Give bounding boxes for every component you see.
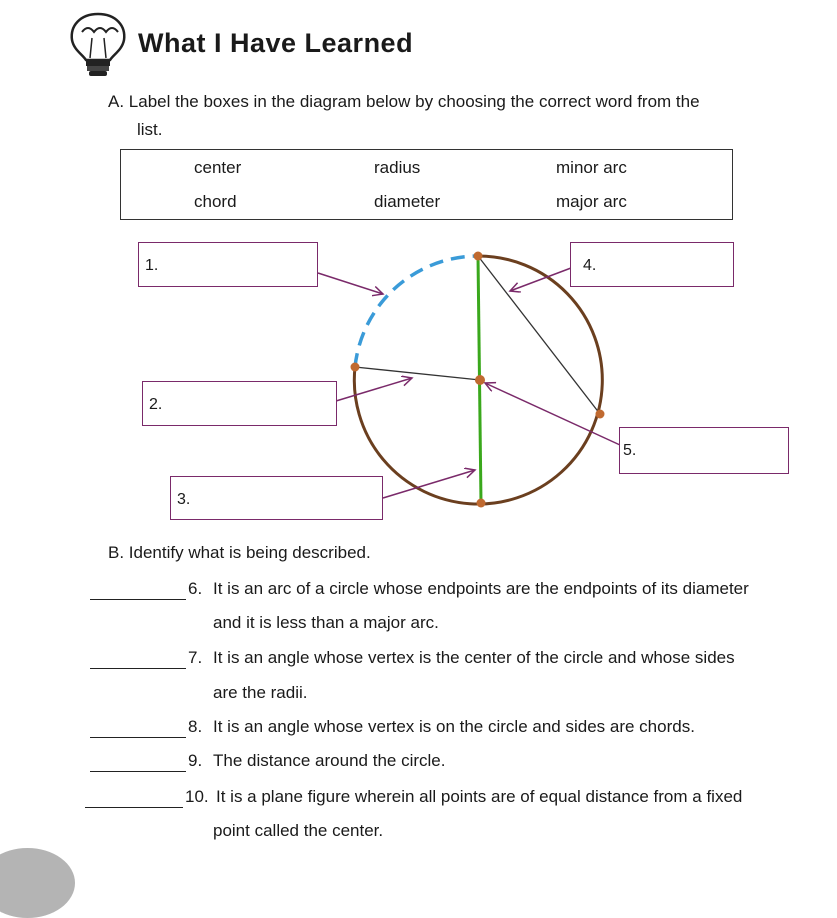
answer-blank-10[interactable] [85, 807, 183, 808]
item-6-text: It is an arc of a circle whose endpoints are the endpoints of its diameter [213, 579, 749, 598]
decorative-blob [0, 848, 75, 918]
page-title: What I Have Learned [138, 28, 414, 58]
item-10-text-cont: point called the center. [213, 821, 384, 840]
item-8-text: It is an angle whose vertex is on the circle and sides are chords. [213, 717, 695, 736]
answer-blank-9[interactable] [90, 771, 186, 772]
label-box-2[interactable] [142, 381, 337, 426]
item-7-number: 7. [188, 648, 203, 667]
item-9-text: The distance around the circle. [213, 751, 446, 770]
radius-line [355, 367, 480, 380]
label-box-3[interactable] [170, 476, 383, 520]
word-chord: chord [194, 192, 237, 211]
word-diameter: diameter [374, 192, 441, 211]
item-10-text: It is a plane figure wherein all points are of equal distance from a fixed [216, 787, 743, 806]
endpoint-left [351, 363, 360, 372]
item-7-text: It is an angle whose vertex is the center of the circle and whose sides [213, 648, 735, 667]
label-box-5[interactable] [619, 427, 789, 474]
label-box-4-number: 4. [583, 257, 597, 274]
label-box-1[interactable] [138, 242, 318, 287]
item-8-number: 8. [188, 717, 203, 736]
item-7-text-cont: are the radii. [213, 683, 308, 702]
center-point [475, 375, 485, 385]
endpoint-bottom [477, 499, 486, 508]
label-box-4[interactable] [570, 242, 734, 287]
answer-blank-6[interactable] [90, 599, 186, 600]
item-6-text-cont: and it is less than a major arc. [213, 613, 439, 632]
part-b-instruction: B. Identify what is being described. [108, 543, 371, 562]
label-box-3-number: 3. [177, 491, 191, 508]
endpoint-top [474, 252, 483, 261]
word-radius: radius [374, 158, 421, 177]
answer-blank-8[interactable] [90, 737, 186, 738]
endpoint-right [596, 410, 605, 419]
arrow-1 [318, 273, 383, 294]
word-center: center [194, 158, 242, 177]
answer-blank-7[interactable] [90, 668, 186, 669]
item-9-number: 9. [188, 751, 203, 770]
word-major-arc: major arc [556, 192, 627, 211]
word-minor-arc: minor arc [556, 158, 627, 177]
part-a-instruction-cont: list. [137, 120, 163, 139]
arrow-2 [336, 378, 412, 401]
label-box-1-number: 1. [145, 257, 159, 274]
item-6-number: 6. [188, 579, 203, 598]
part-a-instruction: A. Label the boxes in the diagram below by choosing the correct word from the [108, 92, 700, 111]
item-10-number: 10. [185, 787, 209, 806]
minor-arc [355, 256, 478, 367]
label-box-5-number: 5. [623, 442, 637, 459]
label-box-2-number: 2. [149, 396, 163, 413]
